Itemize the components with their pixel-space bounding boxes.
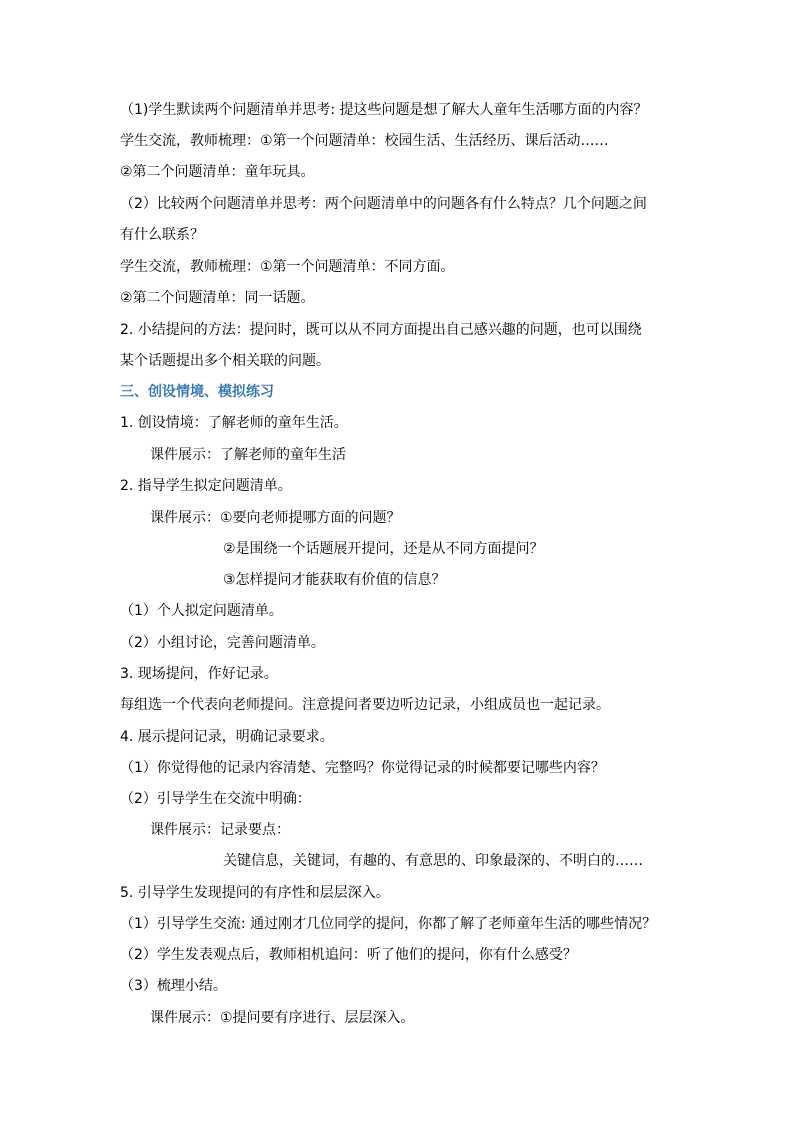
paragraph-line: 学生交流，教师梳理：①第一个问题清单：校园生活、生活经历、课后活动…… [120, 133, 609, 149]
paragraph-line: 学生交流，教师梳理：①第一个问题清单：不同方面。 [120, 259, 455, 275]
paragraph-line: 某个话题提出多个相关联的问题。 [120, 353, 330, 369]
courseware-line: 课件展示：①提问要有序进行、层层深入。 [150, 1010, 415, 1026]
paragraph-line: 4. 展示提问记录，明确记录要求。 [120, 729, 334, 745]
paragraph-line: （2）学生发表观点后，教师相机追问：听了他们的提问，你有什么感受？ [120, 947, 577, 963]
paragraph-line: ②第二个问题清单：同一话题。 [120, 290, 315, 306]
paragraph-line: 3. 现场提问，作好记录。 [120, 666, 278, 682]
paragraph-line: （1）你觉得他的记录内容清楚、完整吗？你觉得记录的时候都要记哪些内容？ [120, 760, 605, 776]
paragraph-line: （1）个人拟定问题清单。 [120, 603, 283, 619]
paragraph-line: 2. 指导学生拟定问题清单。 [120, 478, 292, 494]
courseware-line: 课件展示：①要向老师提哪方面的问题？ [150, 510, 401, 526]
paragraph-line: （3）梳理小结。 [120, 978, 227, 994]
paragraph-line: 有什么联系？ [120, 227, 204, 243]
courseware-line: 关键信息，关键词，有趣的、有意思的、印象最深的、不明白的…… [223, 853, 643, 869]
section-heading: 三、创设情境、模拟练习 [120, 384, 274, 400]
paragraph-line: 5. 引导学生发现提问的有序性和层层深入。 [120, 885, 390, 901]
paragraph-line: （1)学生默读两个问题清单并思考: 提这些问题是想了解大人童年生活哪方面的内容？ [120, 102, 648, 118]
paragraph-line: （2）引导学生在交流中明确： [120, 791, 311, 807]
paragraph-line: ②第二个问题清单：童年玩具。 [120, 164, 315, 180]
paragraph-line: 2. 小结提问的方法：提问时，既可以从不同方面提出自己感兴趣的问题，也可以围绕 [120, 322, 642, 338]
courseware-line: 课件展示：记录要点： [150, 822, 290, 838]
courseware-line: ②是围绕一个话题展开提问，还是从不同方面提问？ [223, 541, 544, 557]
paragraph-line: （1）引导学生交流: 通过刚才几位同学的提问，你都了解了老师童年生活的哪些情况？ [120, 916, 657, 932]
courseware-line: 课件展示：了解老师的童年生活 [150, 447, 346, 463]
paragraph-line: （2）比较两个问题清单并思考：两个问题清单中的问题各有什么特点？几个问题之间 [120, 196, 647, 212]
paragraph-line: 1. 创设情境：了解老师的童年生活。 [120, 415, 348, 431]
courseware-line: ③怎样提问才能获取有价值的信息？ [223, 572, 446, 588]
paragraph-line: 每组选一个代表向老师提问。注意提问者要边听边记录，小组成员也一起记录。 [120, 697, 610, 713]
paragraph-line: （2）小组讨论，完善问题清单。 [120, 635, 325, 651]
